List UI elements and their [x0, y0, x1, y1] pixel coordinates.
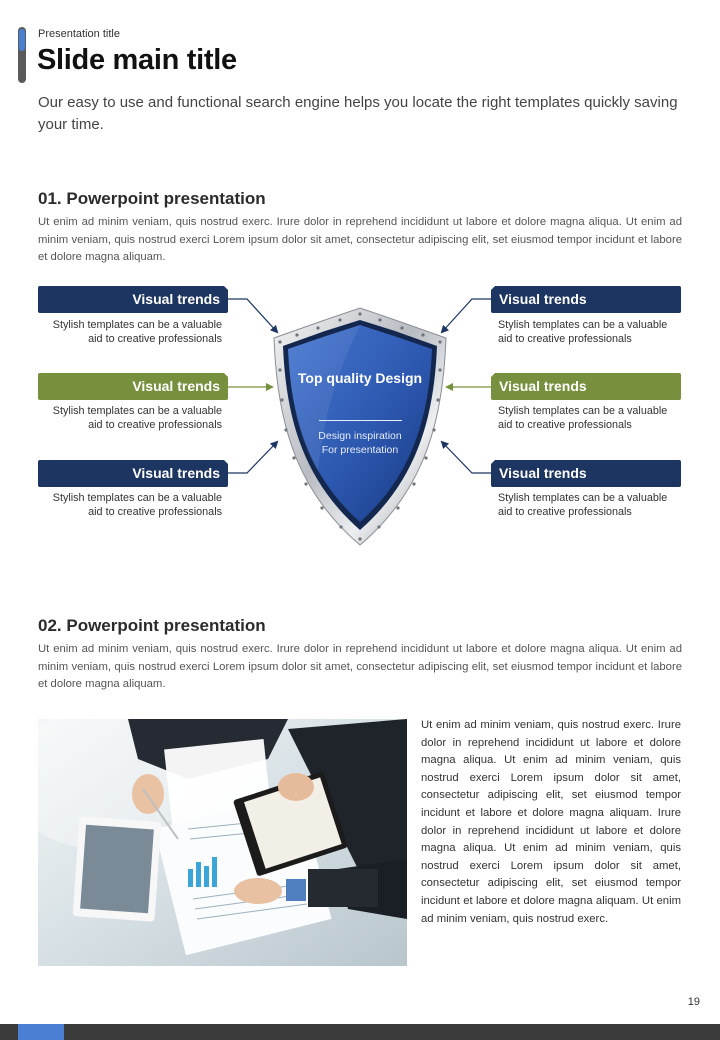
left-label-2: Visual trends — [38, 373, 228, 400]
right-label-3: Visual trends — [491, 460, 681, 487]
right-desc-1: Stylish templates can be a valuable aid to creative professionals — [498, 319, 668, 345]
section1-title: 01. Powerpoint presentation — [38, 189, 266, 208]
slide-subtitle: Our easy to use and functional search engine helps you locate the right templates quickly saving your time. — [38, 94, 678, 133]
left-desc-2: Stylish templates can be a valuable aid to creative professionals — [52, 405, 222, 431]
shield-subtitle-line2: For presentation — [321, 444, 399, 456]
right-desc-3: Stylish templates can be a valuable aid to creative professionals — [498, 492, 668, 518]
left-label-1: Visual trends — [38, 286, 228, 313]
shield-subtitle-line1: Design inspiration — [318, 430, 402, 442]
right-desc-2: Stylish templates can be a valuable aid to creative professionals — [498, 405, 668, 431]
left-desc-3: Stylish templates can be a valuable aid to creative professionals — [52, 492, 222, 518]
slide-main-title: Slide main title — [37, 44, 237, 76]
connector-right-top — [442, 299, 491, 332]
section1-body: Ut enim ad minim veniam, quis nostrud exerc. Irure dolor in reprehend incididunt ut labore et dolore magna aliqua. Ut enim ad minim veniam, quis nostrud exerci Lorem ipsum dolor sit amet, consectetur adipiscing elit, set eiusmod tempor incidunt et labore et dolore magna aliquam. — [38, 216, 682, 263]
presentation-title: Presentation title — [38, 28, 120, 40]
connector-right-bottom — [442, 442, 491, 473]
footer-accent — [18, 1024, 64, 1040]
section2-side-text: Ut enim ad minim veniam, quis nostrud exerc. Irure dolor in reprehend incididunt ut labore et dolore magna aliqua. Ut enim ad minim veniam, quis nostrud exerci Lorem ipsum dolor sit amet, consectetur adipiscing elit, set eiusmod tempor incidunt et labore et dolore magna aliquam. Irure dolor in reprehend incididunt ut labore et dolore magna aliqua. Ut enim ad minim veniam, quis nostrud exerci Lorem ipsum dolor sit amet, consectetur adipiscing elit, set eiusmod tempor incidunt et labore et dolore magna aliquam. Ut enim ad minim veniam, quis nostrud exerc. — [421, 719, 681, 925]
page-number: 19 — [687, 996, 700, 1008]
section2-body: Ut enim ad minim veniam, quis nostrud exerc. Irure dolor in reprehend incididunt ut labore et dolore magna aliqua. Ut enim ad minim veniam, quis nostrud exerci Lorem ipsum dolor sit amet, consectetur adipiscing elit, set eiusmod tempor incidunt et labore et dolore magna aliquam. — [38, 643, 682, 690]
section2-title: 02. Powerpoint presentation — [38, 616, 266, 635]
footer-bar — [0, 1024, 720, 1040]
business-meeting-photo — [38, 719, 407, 966]
connector-left-bottom — [228, 442, 277, 473]
right-label-1: Visual trends — [491, 286, 681, 313]
shield-subtitle — [290, 429, 430, 457]
right-label-2: Visual trends — [491, 373, 681, 400]
left-desc-1: Stylish templates can be a valuable aid to creative professionals — [52, 319, 222, 345]
shield-divider — [319, 420, 402, 421]
connector-left-top — [228, 299, 277, 332]
shield-title: Top quality Design — [297, 370, 423, 386]
left-label-3: Visual trends — [38, 460, 228, 487]
